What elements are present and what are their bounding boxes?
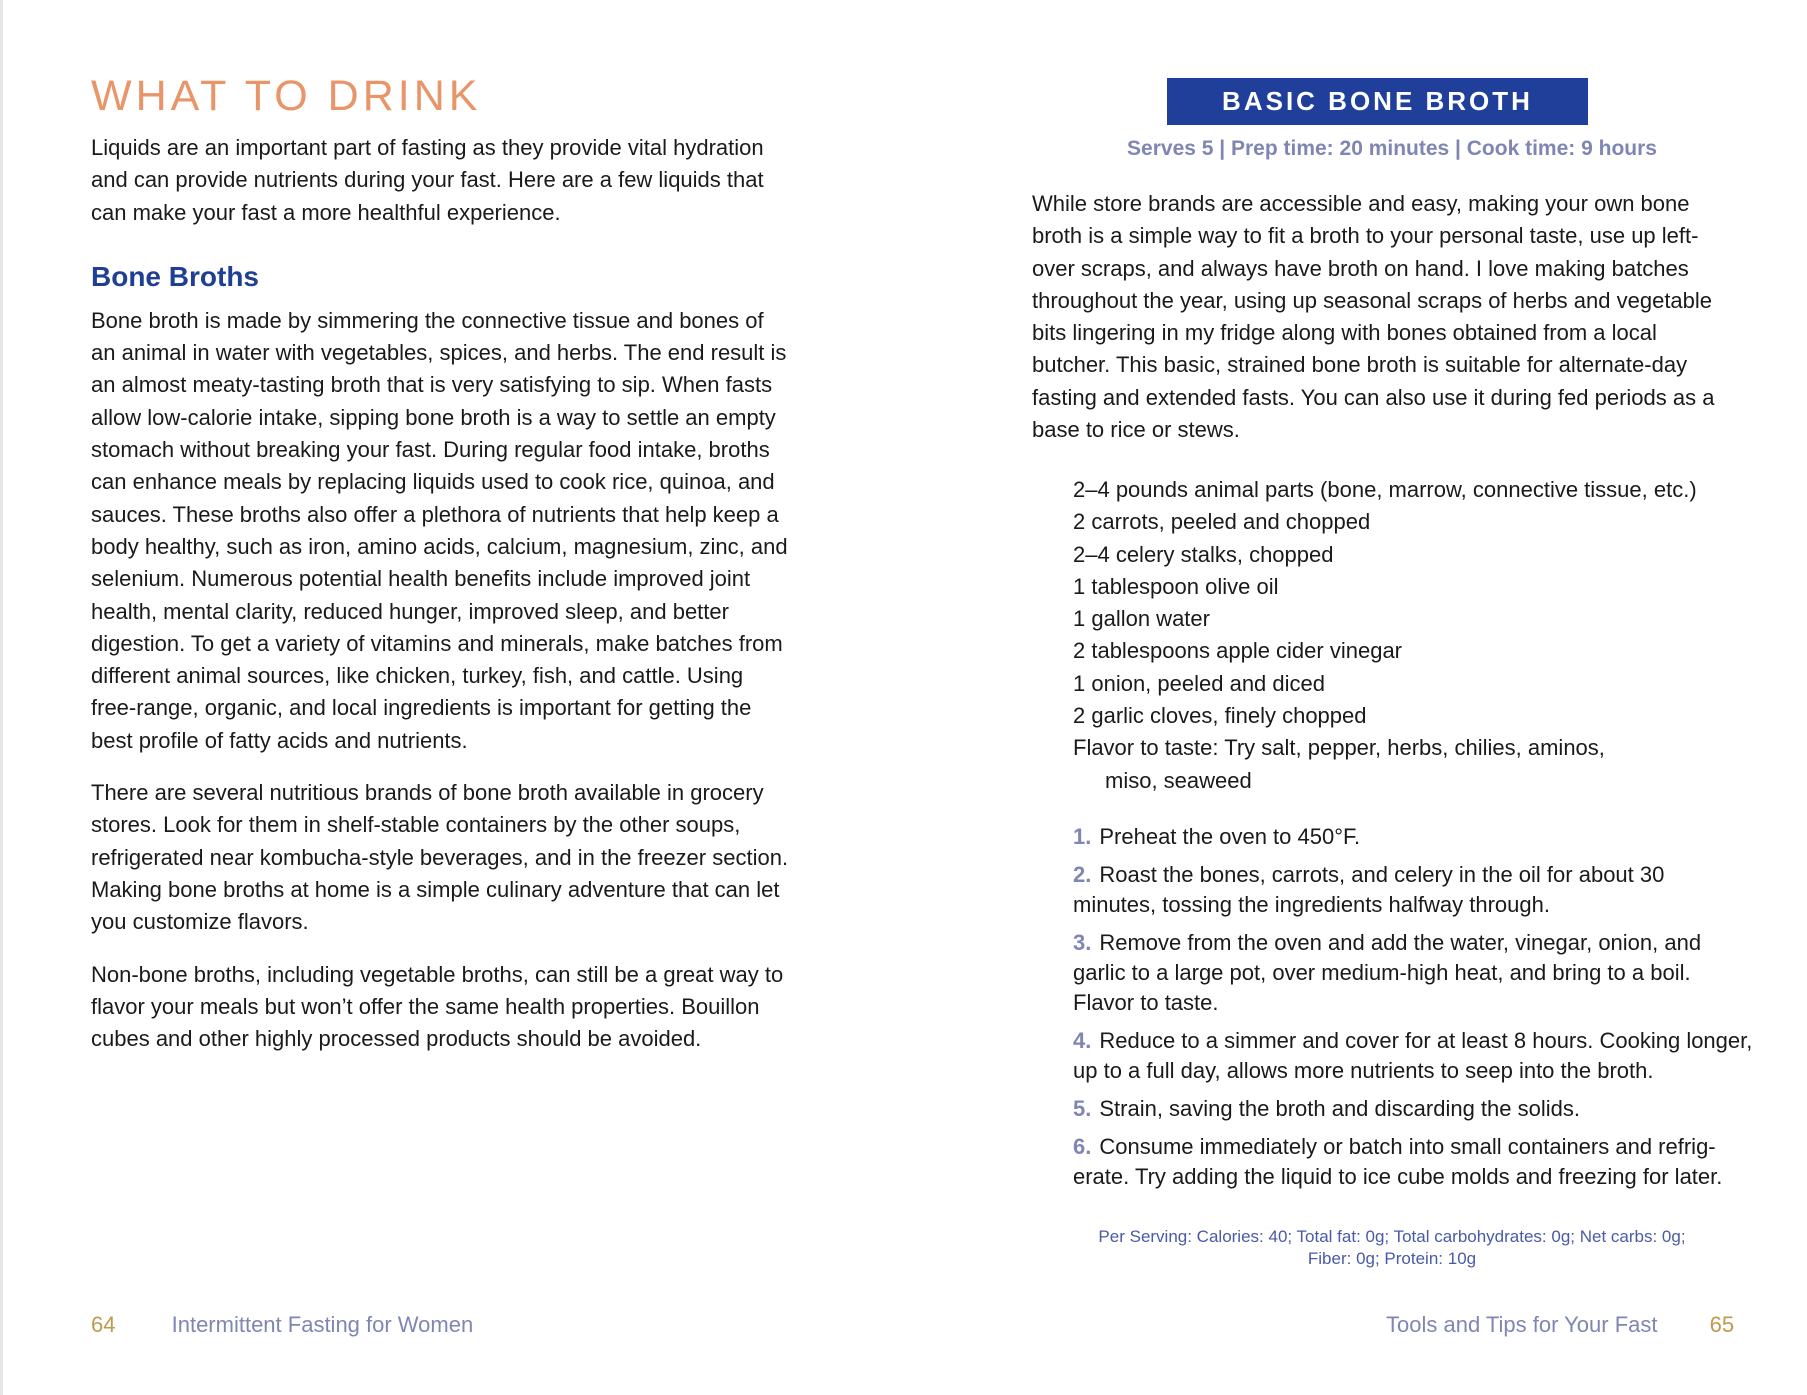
running-title: Tools and Tips for Your Fast	[1386, 1312, 1658, 1337]
section-subheading: Bone Broths	[91, 260, 259, 292]
ingredient-item: 1 tablespoon olive oil	[1073, 573, 1279, 599]
ingredient-item: 2 carrots, peeled and chopped	[1073, 509, 1371, 535]
step-item	[1073, 822, 1753, 852]
page-edge	[0, 0, 3, 1395]
ingredient-item: 2 garlic cloves, finely chopped	[1073, 703, 1367, 729]
step-number: 4.	[1073, 1028, 1092, 1053]
running-title: Intermittent Fasting for Women	[171, 1312, 474, 1337]
step-text: Roast the bones, carrots, and celery in the oil for about 30 minutes, tossing the ingredients halfway through.	[1073, 862, 1665, 917]
step-text: Preheat the oven to 450°F.	[1099, 824, 1361, 849]
step-item	[1073, 1094, 1753, 1124]
recipe-steps	[1073, 822, 1753, 1200]
right-footer	[1386, 1312, 1734, 1338]
ingredient-item: 2 tablespoons apple cider vinegar	[1073, 638, 1403, 664]
intro-paragraph: Liquids are an important part of fasting as they provide vital hydration and can provide nutrients during your fast. Here are a few liquids that can make your fast a more healthful experience.	[91, 135, 764, 225]
step-number: 5.	[1073, 1096, 1092, 1121]
recipe-title-banner: BASIC BONE BROTH	[1167, 78, 1588, 125]
recipe-intro: While store brands are accessible and easy, making your own bone broth is a simple way to fit a broth to your personal taste, use up left-over scraps, and always have broth on hand. I love making batches throughout the year, using up seasonal scraps of herbs and vegetable bits lingering in my fridge along with bones obtained from a local butcher. This basic, strained bone broth is suitable for alternate-day fasting and extended fasts. You can also use it during fed periods as a base to rice or stews.	[1032, 191, 1715, 443]
step-item	[1073, 1026, 1753, 1086]
ingredient-item: 2–4 celery stalks, chopped	[1073, 541, 1334, 567]
page-number: 65	[1709, 1312, 1735, 1337]
step-number: 1.	[1073, 824, 1092, 849]
step-text: Strain, saving the broth and discarding the solids.	[1099, 1096, 1580, 1121]
ingredient-item: 1 onion, peeled and diced	[1073, 670, 1325, 696]
step-number: 3.	[1073, 930, 1092, 955]
step-number: 2.	[1073, 862, 1092, 887]
step-item	[1073, 928, 1753, 1018]
left-page	[91, 70, 791, 1055]
ingredient-item: 1 gallon water	[1073, 606, 1210, 632]
step-item	[1073, 860, 1753, 920]
ingredient-item: 2–4 pounds animal parts (bone, marrow, connective tissue, etc.)	[1073, 477, 1697, 502]
nutrition-info	[1032, 1226, 1752, 1270]
step-text: Reduce to a simmer and cover for at least 8 hours. Cooking longer, up to a full day, allows more nutrients to seep into the broth.	[1073, 1028, 1753, 1083]
body-paragraph: Bone broth is made by simmering the connective tissue and bones of an animal in water with vegetables, spices, and herbs. The end result is an almost meaty-tasting broth that is very satisfying to sip. When fasts allow low-calorie intake, sipping bone broth is a way to settle an empty stomach without breaking your fast. During regular food intake, broths can enhance meals by replacing liquids used to cook rice, quinoa, and sauces. These broths also offer a plethora of nutrients that help keep a body healthy, such as iron, amino acids, calcium, magnesium, zinc, and selenium. Numerous potential health benefits include improved joint health, mental clarity, reduced hunger, improved sleep, and better digestion. To get a variety of vitamins and minerals, make batches from different animal sources, like chicken, turkey, fish, and cattle. Using free-range, organic, and local ingredients is important for getting the best profile of fatty acids and nutrients.	[91, 307, 788, 753]
nutrition-line: Fiber: 0g; Protein: 10g	[1307, 1249, 1477, 1268]
nutrition-line: Per Serving: Calories: 40; Total fat: 0g; Total carbohydrates: 0g; Net carbs: 0g;	[1098, 1227, 1686, 1246]
left-footer	[91, 1312, 473, 1338]
step-text: Remove from the oven and add the water, vinegar, onion, and garlic to a large pot, over medium-high heat, and bring to a boil. Flavor to taste.	[1073, 930, 1702, 1015]
step-text: Consume immediately or batch into small containers and refrig-erate. Try adding the liquid to ice cube molds and freezing for later.	[1073, 1134, 1723, 1189]
ingredient-list	[1073, 474, 1753, 797]
page-number: 64	[91, 1312, 116, 1337]
step-item	[1073, 1132, 1753, 1192]
page-heading: WHAT TO DRINK	[91, 72, 482, 120]
recipe-meta: Serves 5 | Prep time: 20 minutes | Cook time: 9 hours	[1127, 137, 1657, 160]
ingredient-item: Flavor to taste: Try salt, pepper, herbs, chilies, aminos,	[1073, 735, 1605, 761]
body-paragraph: There are several nutritious brands of bone broth available in grocery stores. Look for them in shelf-stable containers by the other soups, refrigerated near kombucha-style beverages, and in the freezer section. Making bone broths at home is a simple culinary adventure that can let you customize flavors.	[91, 780, 789, 935]
ingredient-item: miso, seaweed	[1105, 767, 1252, 793]
body-paragraph: Non-bone broths, including vegetable broths, can still be a great way to flavor your meals but won’t offer the same health properties. Bouillon cubes and other highly processed products should be avoided.	[91, 961, 784, 1052]
step-number: 6.	[1073, 1134, 1092, 1159]
